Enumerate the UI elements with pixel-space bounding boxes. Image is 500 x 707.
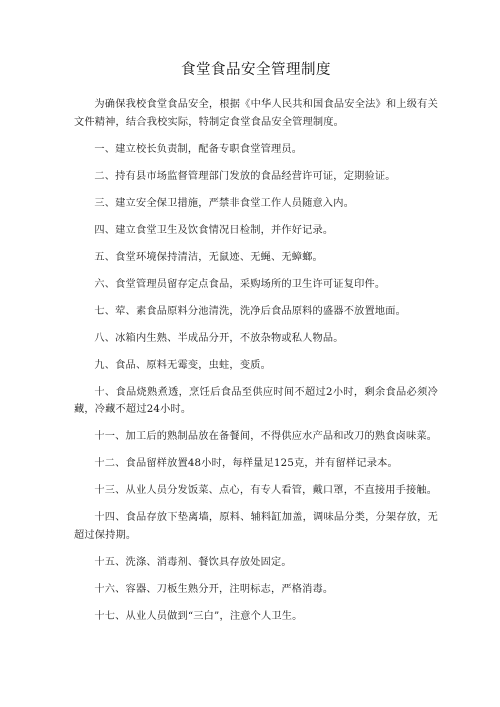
rule-item-2: 二、持有县市场监督管理部门发放的食品经营许可证，定期验证。 xyxy=(94,170,396,182)
rule-item-11: 十一、加工后的熟制品放在备餐间，不得供应水产品和改刀的熟食卤味菜。 xyxy=(94,431,438,442)
rule-item-10: 十、食品烧熟煮透，烹饪后食品至供应时间不超过2小时，剩余食品必须冷藏，冷藏不超过24小时。 xyxy=(74,386,438,415)
rule-item-5: 五、食堂环境保持清洁，无鼠迹、无蝇、无蟑螂。 xyxy=(94,251,323,263)
document-title: 食堂食品安全管理制度 xyxy=(181,62,331,78)
rule-item-15: 十五、洗涤、消毒剂、餐饮具存放处固定。 xyxy=(94,556,292,568)
rule-item-3: 三、建立安全保卫措施，严禁非食堂工作人员随意入内。 xyxy=(94,197,355,209)
rule-item-8: 八、冰箱内生熟、半成品分开，不放杂物或私人物品。 xyxy=(94,332,344,344)
rule-item-12: 十二、食品留样放置48小时，每样量足125克，并有留样记录本。 xyxy=(94,458,398,469)
rule-item-13: 十三、从业人员分发饭菜、点心，有专人看管，戴口罩，不直接用手接触。 xyxy=(94,485,438,496)
rule-item-17: 十七、从业人员做到“三白”，注意个人卫生。 xyxy=(94,610,303,622)
intro-paragraph: 为确保我校食堂食品安全，根据《中华人民共和国食品安全法》和上级有关文件精神，结合我校实际，特制定食堂食品安全管理制度。 xyxy=(74,99,438,128)
rule-item-16: 十六、容器、刀板生熟分开，注明标志，严格消毒。 xyxy=(94,583,334,595)
rule-item-4: 四、建立食堂卫生及饮食情况日检制，并作好记录。 xyxy=(94,224,334,236)
rule-item-1: 一、建立校长负责制，配备专职食堂管理员。 xyxy=(94,143,303,155)
rule-item-7: 七、荤、素食品原料分池清洗，洗净后食品原料的盛器不放置地面。 xyxy=(94,305,407,317)
rule-item-6: 六、食堂管理员留存定点食品，采购场所的卫生许可证复印件。 xyxy=(94,278,386,290)
rule-item-14: 十四、食品存放下垫离墙，原料、辅料缸加盖，调味品分类，分架存放，无超过保持期。 xyxy=(74,512,438,541)
rule-item-9: 九、食品、原料无霉变，虫蛀，变质。 xyxy=(94,359,271,371)
